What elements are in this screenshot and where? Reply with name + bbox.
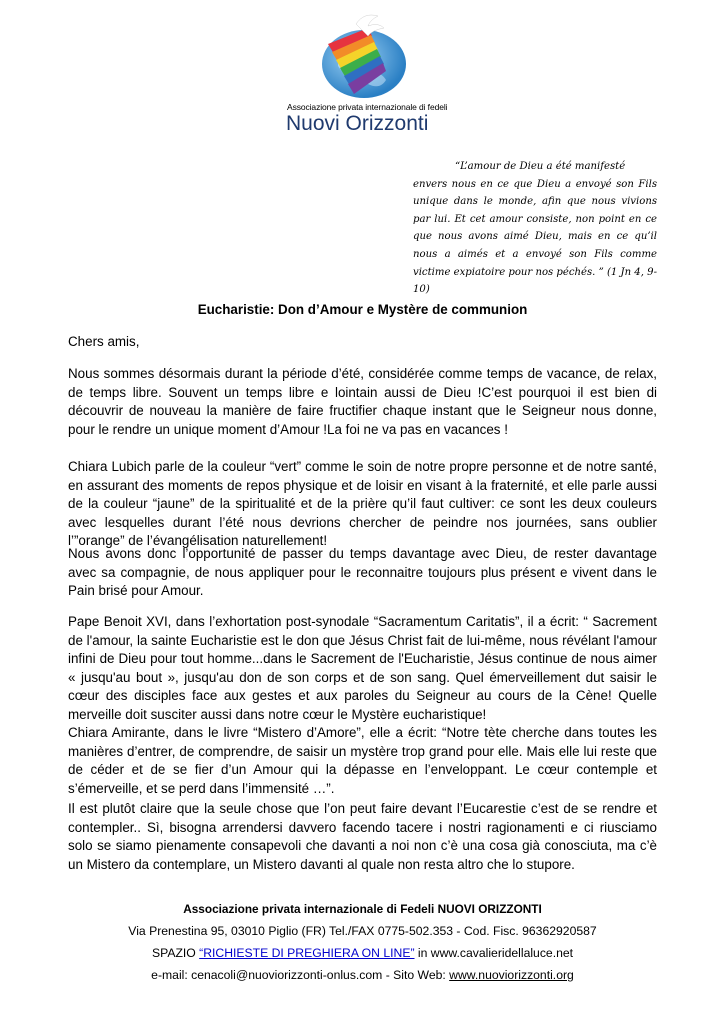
- email-text: e-mail: cenacoli@nuoviorizzonti-onlus.com - Sito Web:: [151, 968, 450, 982]
- paragraph-5: Chiara Amirante, dans le livre “Mistero d’Amore”, elle a écrit: “Notre tète cherche dans toutes les manières d’entrer, de comprendre, de saisir un mystère trop grand pour elle. Mais elle lui reste que de céder et de se fier d’un Amour qui la dépasse en l’enveloppant. Le cœur contemple et s’émerveille, et se perd dans l’immensité …”.: [68, 725, 657, 796]
- spazio-prefix: SPAZIO: [151, 946, 200, 960]
- page-title: Eucharistie: Don d’Amour e Mystère de communion: [197, 302, 528, 317]
- quote-first-line: “L’amour de Dieu a été manifesté: [455, 161, 626, 172]
- quote-rest: envers nous en ce que Dieu a envoyé son Fils unique dans le monde, afin que nous vivions par lui. Et cet amour consiste, non point en ce que nous avons aimé Dieu, mais en ce qu’il nous a aimés et a envoyé son Fils comme victime expiatoire pour nos péchés. ” (1 Jn 4, 9-10): [413, 178, 657, 296]
- brand-name: Nuovi Orizzonti: [286, 112, 429, 135]
- paragraph-4: Pape Benoit XVI, dans l’exhortation post-synodale “Sacramentum Caritatis”, il a écrit: “ Sacrement de l'amour, la sainte Eucharistie est le don que Jésus Christ fait de lui-même, nous révélant l'amour infini de Dieu pour tout homme...dans le Sacrement de l'Eucharistie, Jésus continue de nous aimer « jusqu'au bout », jusqu'au don de son corps et de son sang. Quel émerveillement dut saisir le cœur des disciples face aux gestes et aux paroles du Seigneur au cours de la Cène! Quelle merveille doit susciter aussi dans notre cœur le Mystère eucharistique!: [68, 614, 657, 722]
- globe-rainbow-dove-icon: [308, 14, 434, 100]
- scripture-quote: [413, 158, 657, 299]
- website-link[interactable]: www.nuoviorizzonti.org: [449, 968, 574, 982]
- paragraph-2: Chiara Lubich parle de la couleur “vert” comme le soin de notre propre personne et de notre santé, en assurant des moments de repos physique et de loisir en visant à la fraternité, et elle parle aussi de la couleur “jaune” de la spiritualité et de la prière qu’il faut cultiver: ce sont les deux couleurs avec lesquelles durant l’été nous devrions chercher de peindre nos journées, sans oublier l’”orange” de l’évangélisation naturellement!: [68, 459, 657, 549]
- footer-contacts: [0, 968, 725, 982]
- spazio-suffix: in www.cavalieridellaluce.net: [414, 946, 574, 960]
- greeting: Chers amis,: [68, 334, 140, 349]
- paragraph-1: Nous sommes désormais durant la période d’été, considérée comme temps de vacance, de relax, de temps libre. Souvent un temps libre e lointain aussi de Dieu !C’est pourquoi il est bien di découvrir de nouveau la manière de faire fructifier chaque instant que le Seigneur nous donne, pour le rendre un unique moment d’Amour !La foi ne va pas en vacances !: [68, 366, 657, 437]
- footer-spazio: [0, 946, 725, 960]
- footer-address: Via Prenestina 95, 03010 Piglio (FR) Tel./FAX 0775-502.353 - Cod. Fisc. 96362920587: [128, 924, 597, 938]
- association-line: Associazione privata internazionale di fedeli: [287, 102, 448, 112]
- association-logo: [282, 14, 462, 136]
- paragraph-6: Il est plutôt claire que la seule chose que l’on peut faire devant l’Eucarestie c’est de se rendre et contempler.. Sì, bisogna arrendersi davvero facendo tacere i nostri ragionamenti e ci riusciamo solo se siamo pienamente consapevoli che davanti a noi non c’è una cosa già conosciuta, ma c’è un Mistero da contemplare, un Mistero davanti al quale non resta altro che lo stupore.: [68, 801, 657, 872]
- prayer-requests-link[interactable]: “RICHIESTE DI PREGHIERA ON LINE”: [199, 946, 415, 960]
- paragraph-3: Nous avons donc l’opportunité de passer du temps davantage avec Dieu, de rester davantage avec sa compagnie, de nous appliquer pour le reconnaitre toujours plus présent e vivent dans le Pain brisé pour Amour.: [68, 546, 657, 599]
- footer-org: Associazione privata internazionale di Fedeli NUOVI ORIZZONTI: [183, 902, 542, 916]
